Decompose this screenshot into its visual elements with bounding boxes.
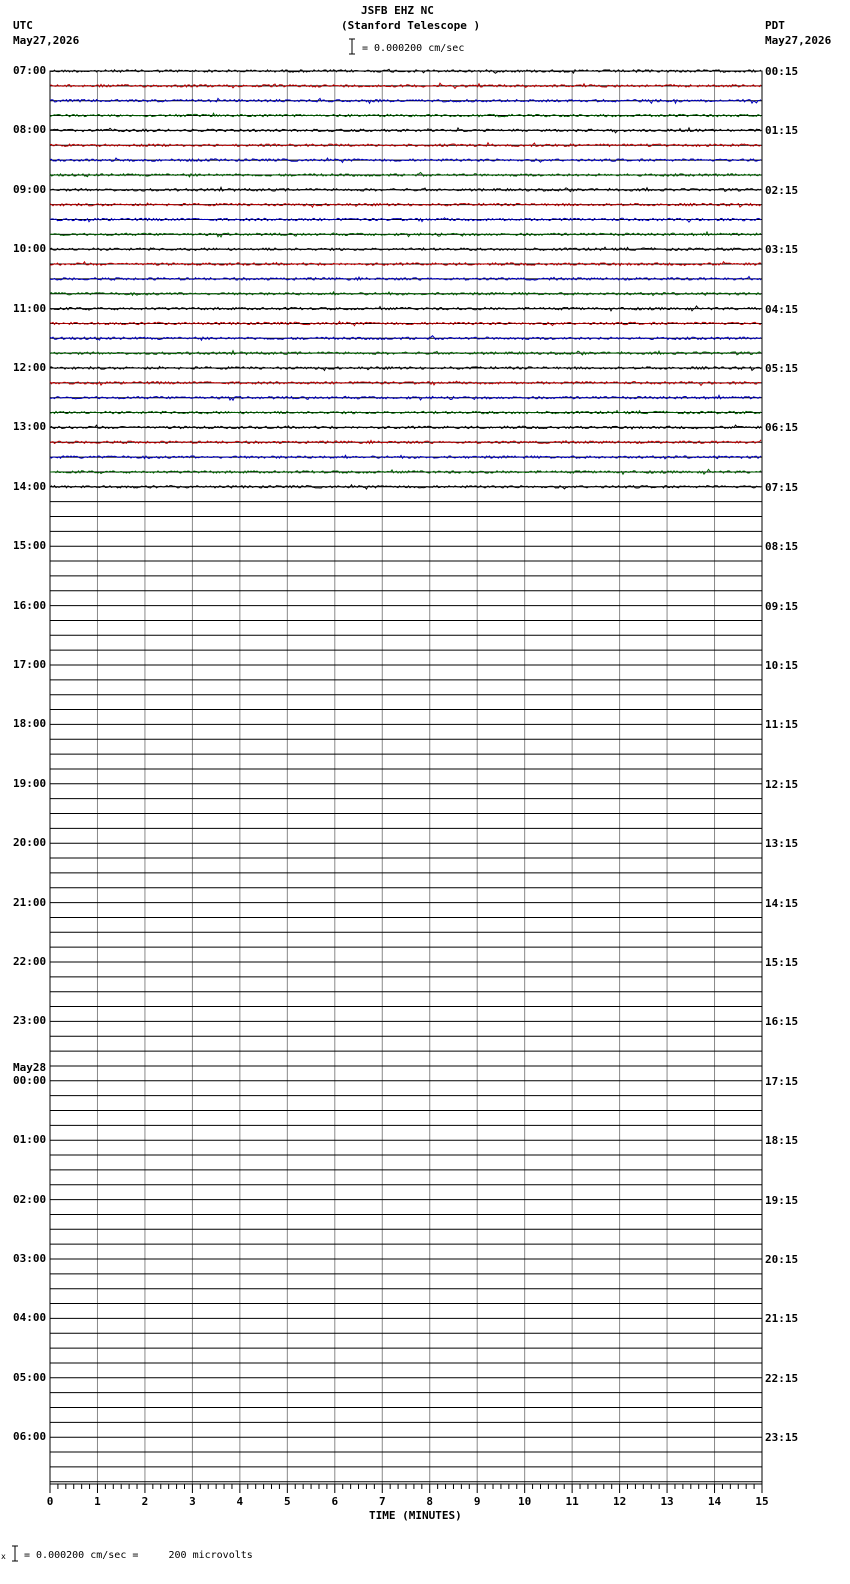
pdt-hour-label: 19:15: [765, 1193, 799, 1207]
x-tick-label: 4: [236, 1495, 244, 1508]
plot-grid: [50, 71, 762, 1484]
utc-hour-label: 15:00: [13, 539, 47, 553]
utc-hour-label: 01:00: [13, 1133, 47, 1147]
footer-marker: x: [1, 1552, 6, 1561]
utc-hour-label: 12:00: [13, 361, 47, 374]
seismic-trace: [50, 336, 761, 340]
seismic-trace: [50, 455, 761, 459]
seismic-trace: [50, 113, 761, 117]
x-tick-label: 7: [378, 1495, 386, 1508]
pdt-hour-label: 09:15: [765, 599, 799, 613]
station-title: JSFB EHZ NC: [361, 4, 434, 17]
x-tick-label: 2: [141, 1495, 149, 1508]
x-tick-label: 8: [426, 1495, 434, 1508]
pdt-hour-label: 15:15: [765, 956, 799, 969]
utc-hour-label: 07:00: [13, 64, 47, 77]
pdt-hour-label: 14:15: [765, 896, 799, 910]
utc-hour-label: 04:00: [13, 1311, 47, 1325]
utc-hour-label: 13:00: [13, 420, 47, 434]
x-tick-label: 13: [660, 1495, 674, 1508]
x-tick-label: 9: [473, 1495, 481, 1508]
utc-hour-label: 17:00: [13, 658, 47, 671]
utc-hour-label: 20:00: [13, 836, 47, 850]
date-change-label: May28: [13, 1060, 47, 1074]
pdt-hour-label: 23:15: [765, 1431, 799, 1445]
utc-hour-label: 02:00: [13, 1192, 47, 1206]
pdt-hour-label: 17:15: [765, 1074, 799, 1088]
seismic-trace: [50, 98, 761, 103]
x-tick-label: 11: [565, 1495, 579, 1508]
seismic-trace: [50, 469, 761, 474]
pdt-hour-label: 04:15: [765, 302, 799, 316]
site-subtitle: (Stanford Telescope ): [341, 19, 481, 32]
pdt-hour-label: 13:15: [765, 837, 799, 851]
x-tick-label: 15: [755, 1495, 769, 1508]
pdt-hour-label: 16:15: [765, 1015, 799, 1029]
utc-hour-label: 22:00: [13, 955, 47, 968]
x-axis-title: TIME (MINUTES): [369, 1509, 462, 1522]
pdt-hour-label: 03:15: [765, 243, 799, 257]
pdt-hour-label: 18:15: [765, 1134, 799, 1148]
x-tick-label: 5: [284, 1495, 291, 1508]
x-tick-label: 6: [331, 1495, 339, 1508]
pdt-hour-label: 02:15: [765, 183, 799, 197]
x-tick-label: 14: [707, 1495, 722, 1508]
utc-hour-label: 21:00: [13, 895, 47, 909]
pdt-hour-label: 06:15: [765, 421, 799, 435]
x-tick-label: 1: [94, 1495, 101, 1508]
pdt-hour-label: 21:15: [765, 1312, 799, 1326]
footer-scale-text: = 0.000200 cm/sec = 200 microvolts: [24, 1550, 253, 1561]
utc-hour-label: 16:00: [13, 598, 47, 612]
pdt-hour-label: 20:15: [765, 1253, 799, 1266]
pdt-date-label: May27,2026: [765, 34, 832, 47]
pdt-zone-label: PDT: [765, 19, 785, 32]
utc-hour-label: 06:00: [13, 1430, 47, 1444]
pdt-hour-label: 22:15: [765, 1371, 799, 1385]
pdt-hour-label: 00:15: [765, 65, 799, 78]
utc-hour-label: 11:00: [13, 301, 47, 315]
seismic-trace: [50, 172, 761, 176]
utc-hour-label: 00:00: [13, 1073, 47, 1087]
utc-hour-label: 10:00: [13, 242, 47, 256]
pdt-hour-label: 12:15: [765, 777, 799, 791]
x-tick-label: 10: [518, 1495, 532, 1508]
pdt-hour-label: 08:15: [765, 540, 799, 554]
pdt-hour-label: 01:15: [765, 124, 799, 138]
utc-date-label: May27,2026: [13, 34, 80, 47]
utc-hour-label: 14:00: [13, 479, 47, 493]
utc-hour-label: 19:00: [13, 776, 47, 790]
seismic-trace: [50, 83, 761, 88]
utc-hour-label: 23:00: [13, 1014, 47, 1028]
pdt-hour-label: 07:15: [765, 480, 799, 494]
x-axis-ticks: [47, 1484, 769, 1508]
seismic-trace: [50, 277, 761, 281]
utc-hour-label: 03:00: [13, 1252, 47, 1265]
seismic-trace: [50, 143, 761, 147]
plot-frame: [50, 71, 762, 1484]
seismic-trace: [50, 440, 761, 444]
pdt-hour-label: 11:15: [765, 718, 799, 732]
utc-hour-label: 09:00: [13, 182, 47, 196]
utc-hour-label: 05:00: [13, 1370, 47, 1384]
x-tick-label: 12: [612, 1495, 627, 1508]
pdt-hour-label: 05:15: [765, 362, 799, 375]
utc-hour-label: 18:00: [13, 717, 47, 731]
scale-bar-icon: [347, 38, 357, 56]
utc-zone-label: UTC: [13, 19, 33, 32]
utc-hour-label: 08:00: [13, 123, 47, 137]
footer-scale-bar-icon: [10, 1545, 20, 1563]
scale-text: = 0.000200 cm/sec: [362, 43, 465, 54]
x-tick-label: 3: [189, 1495, 196, 1508]
x-tick-label: 0: [46, 1495, 54, 1508]
pdt-hour-label: 10:15: [765, 659, 799, 672]
